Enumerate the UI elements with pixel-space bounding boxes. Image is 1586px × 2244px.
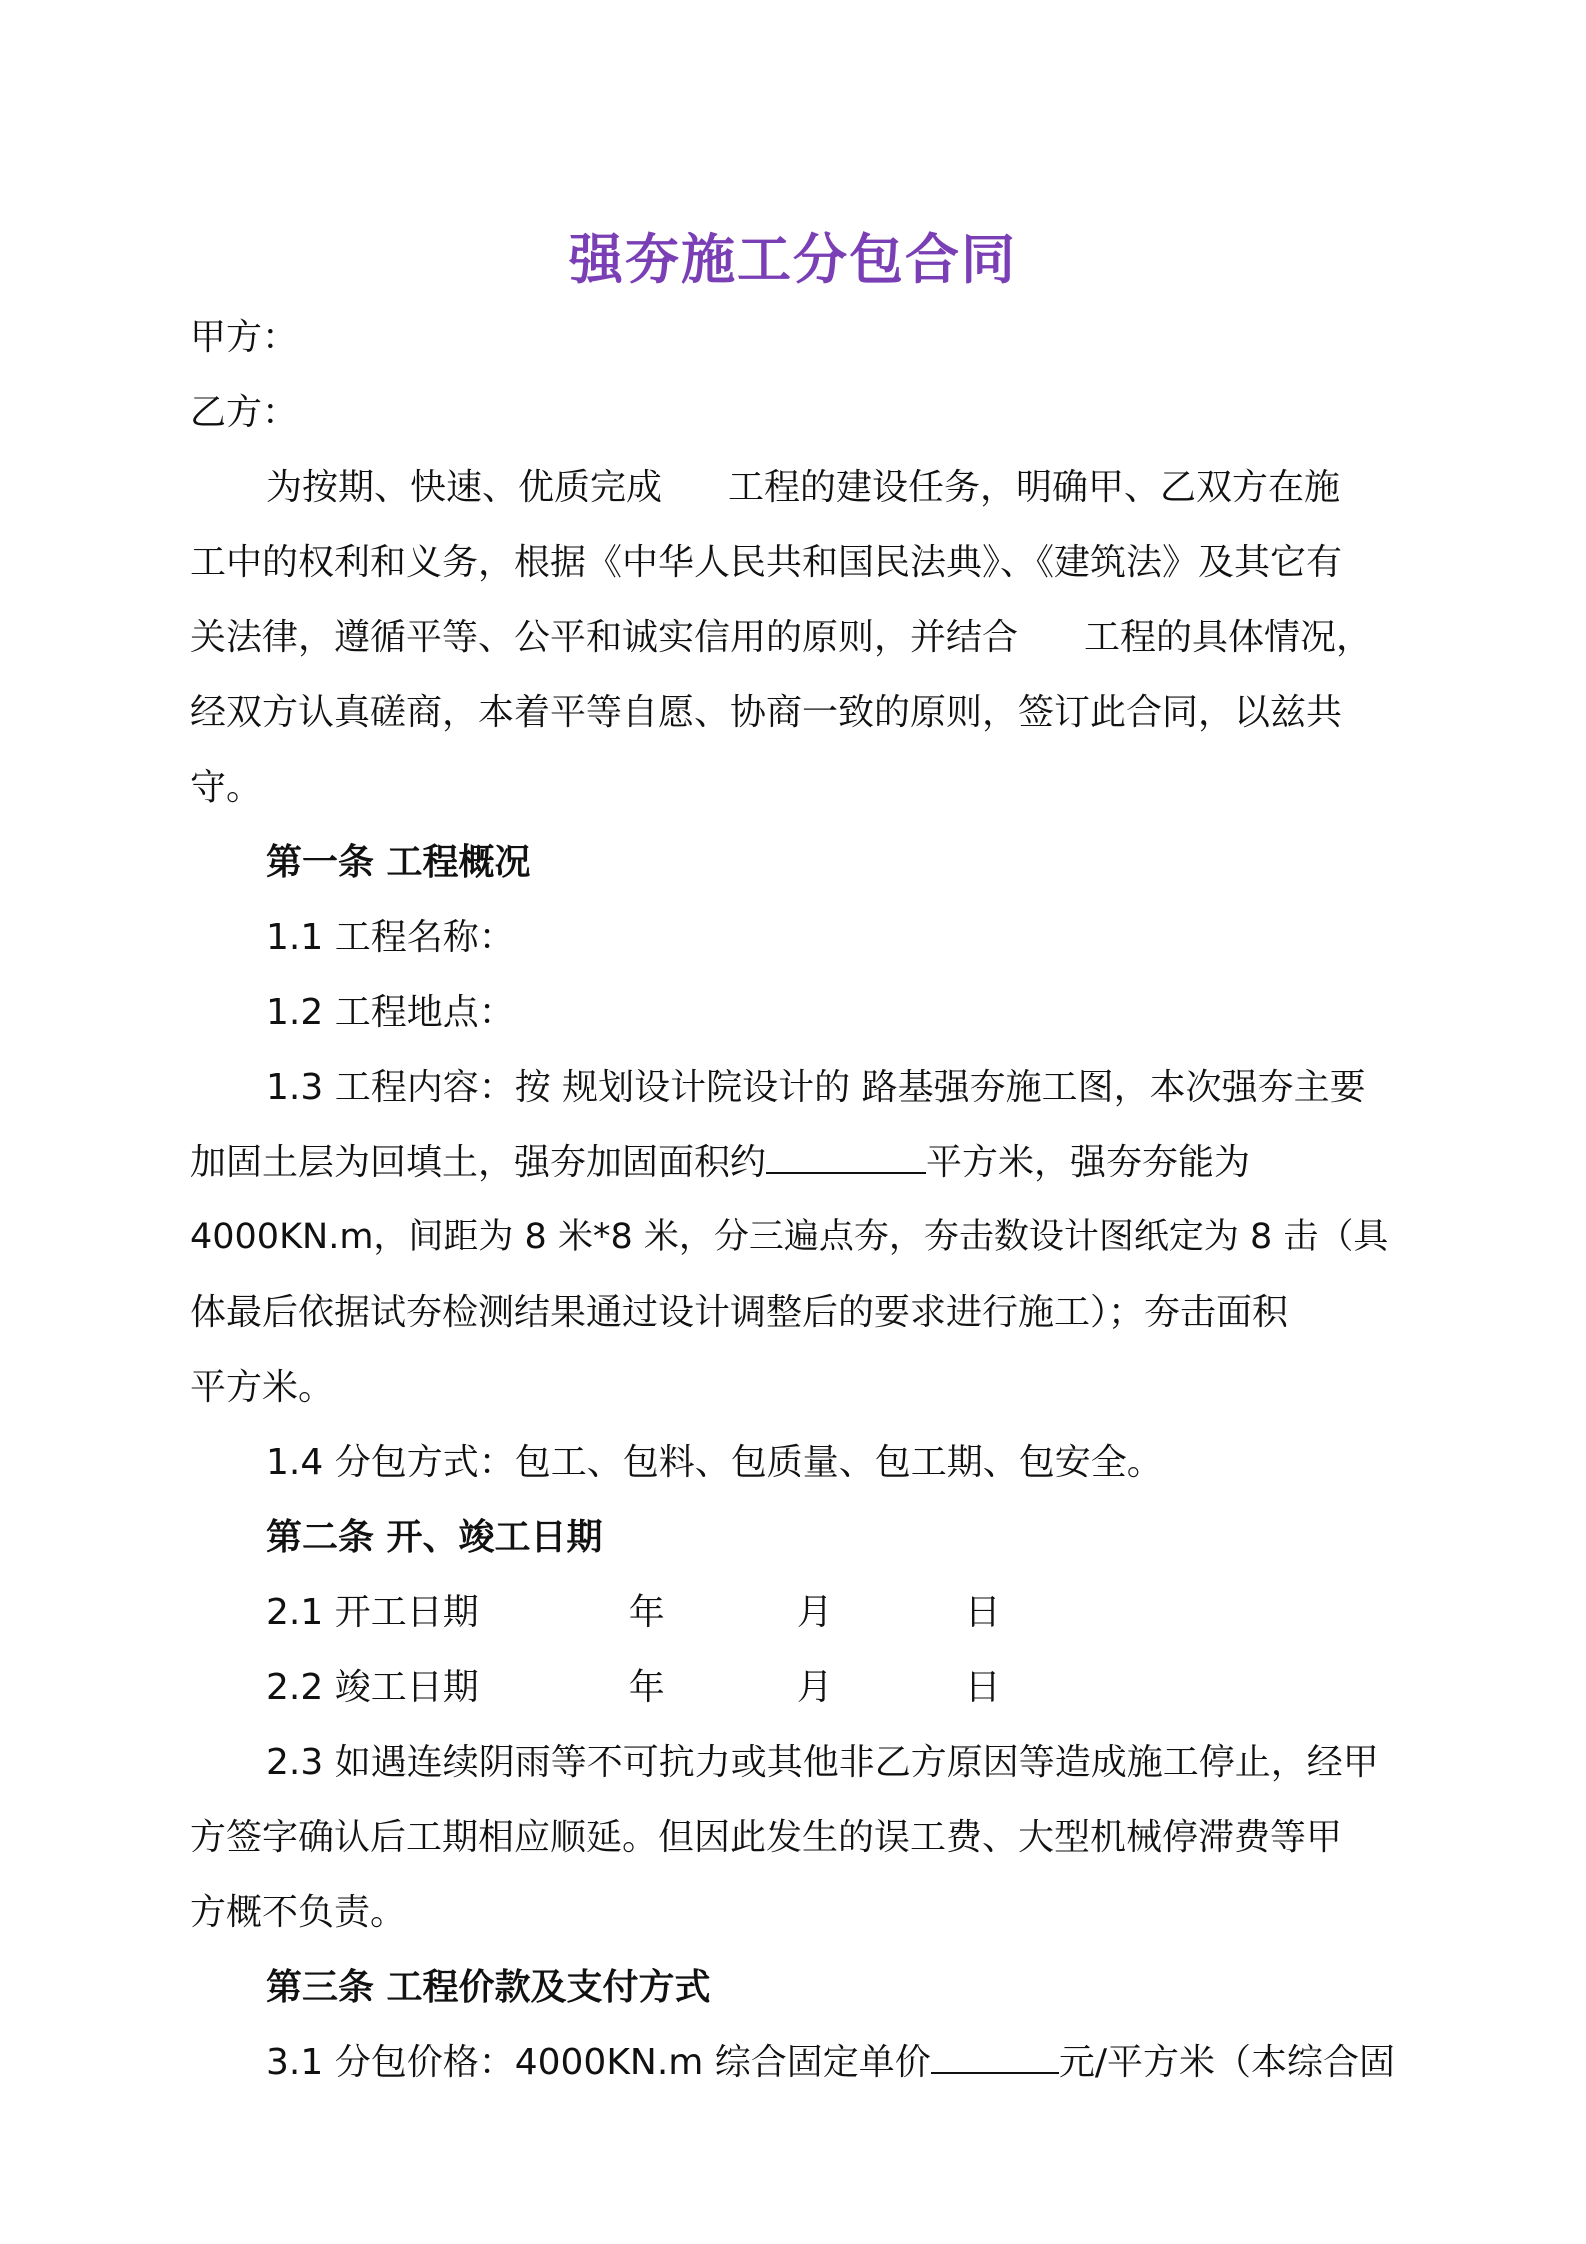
article-1-item-3-line-3: 4000KN.m，间距为 8 米*8 米，分三遍点夯，夯击数设计图纸定为 8 击（具 (190, 1217, 1389, 1257)
end-date-line (190, 1650, 1406, 1725)
preamble-line-5: 守。 (190, 767, 263, 808)
year-label: 年 (628, 1667, 665, 1708)
article-1-item-3-line-2 (190, 1125, 1406, 1200)
item-text: 元/平方米（本综合固 (1058, 2042, 1395, 2083)
preamble-text: 工程的建设任务，明确甲、乙双方在施 (728, 467, 1341, 508)
month-label: 月 (796, 1592, 833, 1633)
party-a-line: 甲方： (190, 317, 299, 358)
document-title: 强夯施工分包合同 (569, 228, 1017, 291)
article-1-item-2: 1.2 工程地点： (266, 992, 515, 1033)
article-1-item-4: 1.4 分包方式：包工、包料、包质量、包工期、包安全。 (266, 1442, 1163, 1483)
article-1-item-3-line-5: 平方米。 (190, 1367, 335, 1408)
article-1-item-1: 1.1 工程名称： (266, 917, 515, 958)
item-text: 平方米，强夯夯能为 (926, 1142, 1251, 1183)
year-label: 年 (628, 1592, 665, 1633)
preamble-line-4: 经双方认真磋商，本着平等自愿、协商一致的原则，签订此合同，以兹共 (190, 692, 1343, 733)
day-label: 日 (964, 1592, 1001, 1633)
preamble-text: 工程的具体情况， (1084, 617, 1373, 658)
article-2-item-3-line-1: 2.3 如遇连续阴雨等不可抗力或其他非乙方原因等造成施工停止，经甲 (266, 1742, 1379, 1783)
article-1-heading: 第一条 工程概况 (266, 842, 531, 883)
preamble-text: 关法律，遵循平等、公平和诚实信用的原则，并结合 (190, 617, 1019, 658)
start-date-label: 2.1 开工日期 (266, 1592, 479, 1633)
article-1-item-3-line-4: 体最后依据试夯检测结果通过设计调整后的要求进行施工）；夯击面积 (190, 1292, 1289, 1333)
article-1-item-3-line-1: 1.3 工程内容：按 规划设计院设计的 路基强夯施工图，本次强夯主要 (266, 1067, 1366, 1108)
party-b-line: 乙方： (190, 392, 299, 433)
item-text: 3.1 分包价格：4000KN.m 综合固定单价 (266, 2042, 931, 2083)
day-label: 日 (964, 1667, 1001, 1708)
document-body (190, 300, 1406, 2100)
article-2-heading: 第二条 开、竣工日期 (266, 1517, 603, 1558)
preamble-line-2: 工中的权利和义务，根据《中华人民共和国民法典》、《建筑法》及其它有 (190, 542, 1343, 583)
month-label: 月 (796, 1667, 833, 1708)
article-3-item-1 (190, 2025, 1406, 2100)
article-2-item-3-line-3: 方概不负责。 (190, 1892, 407, 1933)
start-date-line (190, 1575, 1406, 1650)
end-date-label: 2.2 竣工日期 (266, 1667, 479, 1708)
price-blank-underline (931, 2036, 1059, 2074)
article-2-item-3-line-2: 方签字确认后工期相应顺延。但因此发生的误工费、大型机械停滞费等甲 (190, 1817, 1343, 1858)
preamble-line-3 (190, 600, 1406, 675)
item-text: 加固土层为回填土，强夯加固面积约 (190, 1142, 767, 1183)
preamble-line-1 (190, 450, 1406, 525)
area-blank-underline (766, 1136, 926, 1174)
article-3-heading: 第三条 工程价款及支付方式 (266, 1967, 711, 2008)
preamble-text: 为按期、快速、优质完成 (266, 467, 663, 508)
